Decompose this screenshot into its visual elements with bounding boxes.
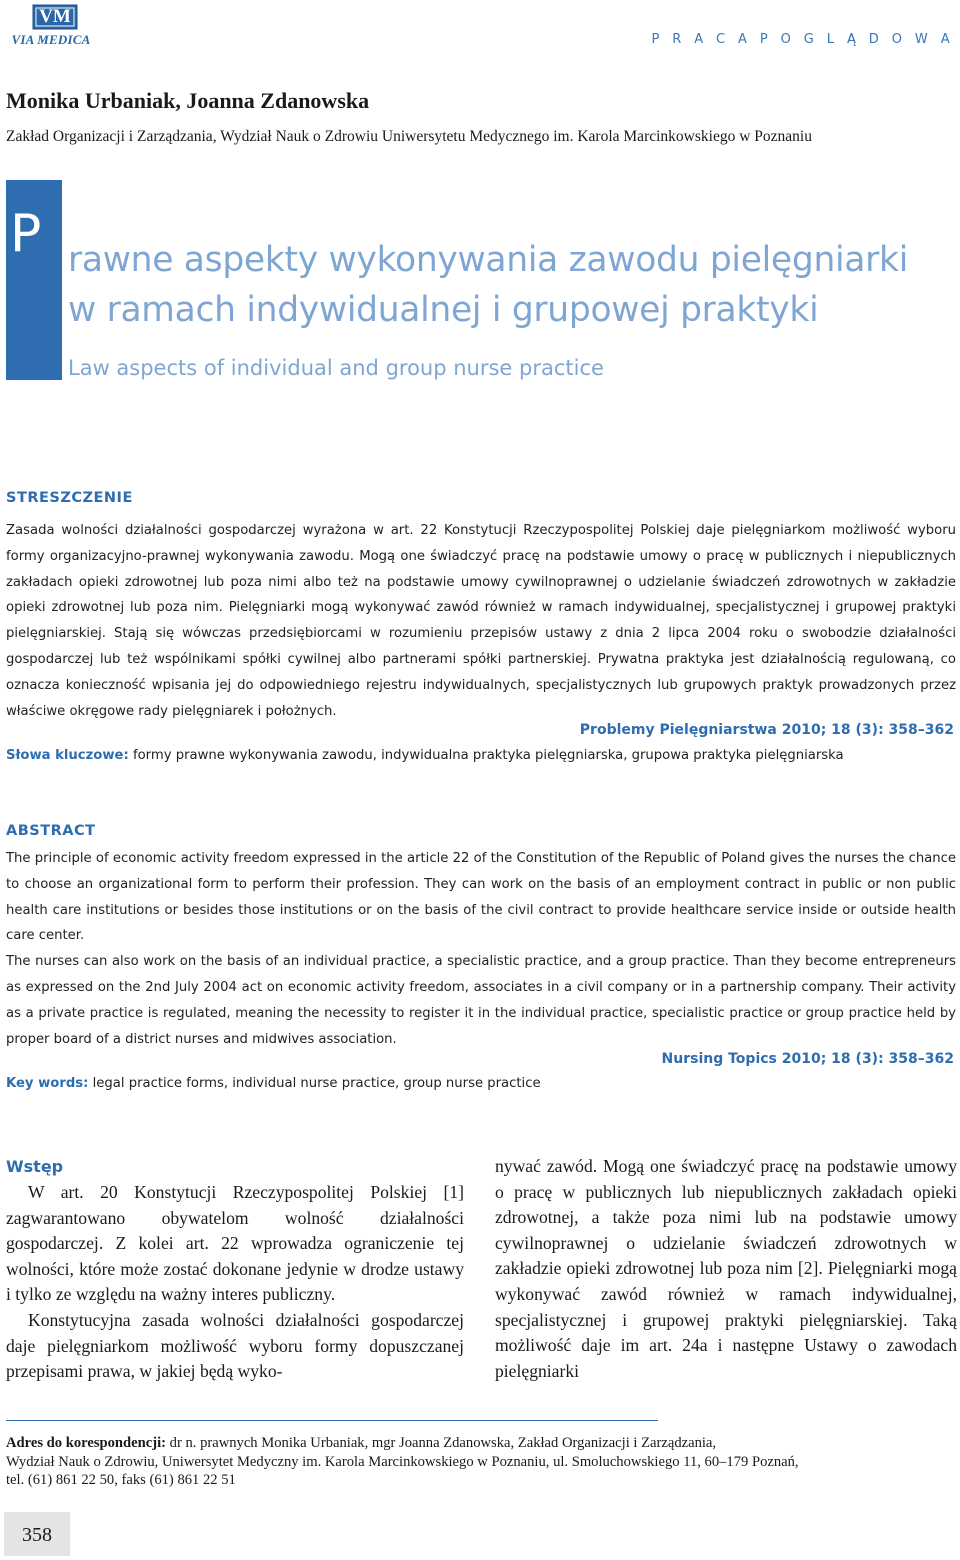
subtitle: Law aspects of individual and group nurse practice [68, 356, 604, 380]
title-line-1: rawne aspekty wykonywania zawodu pielęgniarki [68, 240, 908, 280]
correspondence-address [6, 1434, 946, 1490]
body-paragraph: Konstytucyjna zasada wolności działalności gospodarczej daje pielęgniarkom możliwość wyboru formy dopuszczanej przepisami prawa, w jakiej będą wyko- [6, 1309, 464, 1382]
body-paragraph: W art. 20 Konstytucji Rzeczypospolitej Polskiej [1] zagwarantowano obywatelom wolność działalności gospodarczej. Z kolei art. 22 wprowadza ograniczenie tej wolności, które może zostać dokonane jedynie w drodze ustawy i tylko ze względu na ważny interes publiczny. [6, 1182, 464, 1305]
intro-heading: Wstęp [6, 1157, 64, 1176]
affiliation: Zakład Organizacji i Zarządzania, Wydział Nauk o Zdrowiu Uniwersytetu Medycznego im. Karola Marcinkowskiego w Poznaniu [6, 128, 812, 145]
slowa-kluczowe-label: Słowa kluczowe: [6, 748, 129, 763]
correspondence-line-3: tel. (61) 861 22 50, faks (61) 861 22 51 [6, 1472, 236, 1489]
footer-divider [6, 1420, 658, 1421]
logo-text: VIA MEDICA [11, 32, 91, 47]
title-line-2: w ramach indywidualnej i grupowej praktyki [68, 290, 819, 330]
page-number: 358 [22, 1524, 52, 1546]
section-label: P R A C A P O G L Ą D O W A [651, 32, 954, 47]
logo-mark-letters: VM [39, 6, 71, 27]
body-column-left [6, 1180, 464, 1385]
title-initial: P [10, 204, 42, 264]
correspondence-line-1: dr n. prawnych Monika Urbaniak, mgr Joanna Zdanowska, Zakład Organizacji i Zarządzania, [166, 1435, 717, 1451]
correspondence-label: Adres do korespondencji: [6, 1435, 167, 1451]
abstract-paragraph-1: The principle of economic activity freedom expressed in the article 22 of the Constitution of the Republic of Poland gives the nurses the chance to choose an organizational form to perform their profession. They can work on the basis of an employment contract in public or non public health care institutions or besides those institutions or on the basis of the civil contract to provide healthcare service inside or outside health care center. [6, 851, 956, 944]
body-column-right [495, 1154, 957, 1384]
slowa-kluczowe-text: formy prawne wykonywania zawodu, indywidualna praktyka pielęgniarska, grupowa praktyka pielęgniarska [128, 748, 844, 763]
abstract-heading: ABSTRACT [6, 823, 96, 839]
authors: Monika Urbaniak, Joanna Zdanowska [6, 88, 370, 113]
abstract-citation: Nursing Topics 2010; 18 (3): 358–362 [661, 1051, 954, 1067]
streszczenie-heading: STRESZCZENIE [6, 490, 133, 506]
abstract-body [6, 846, 956, 1052]
abstract-paragraph-2: The nurses can also work on the basis of an individual practice, a specialistic practice, and a group practice. Than they become entrepreneurs as expressed on the 2nd July 2004 act on economic activity freedom, associates in a civil company or in a partnership company. Their activity as a private practice is regulated, meaning the necessity to register it in the individual practice, specialistic practice or group practice held by proper board of a district nurses and midwives association. [6, 954, 956, 1047]
key-words-label: Key words: [6, 1076, 89, 1091]
via-medica-logo [4, 4, 98, 48]
key-words-text: legal practice forms, individual nurse practice, group nurse practice [88, 1076, 541, 1091]
streszczenie-body: Zasada wolności działalności gospodarczej wyrażona w art. 22 Konstytucji Rzeczypospolitej Polskiej daje pielęgniarkom możliwość wyboru formy organizacyjno-prawnej wykonywania zawodu. Mogą one świadczyć pracę na podstawie umowy o pracę w publicznych i niepublicznych zakładach opieki zdrowotnej lub poza nimi albo też na podstawie umowy cywilnoprawnej o udzielanie świadczeń zdrowotnych w zakładzie opieki zdrowotnej lub poza nim. Pielęgniarki mogą wykonywać zawód również w ramach indywidualnej, specjalistycznej i grupowej praktyki pielęgniarskiej. Stają się wówczas przedsiębiorcami w rozumieniu przepisów ustawy z dnia 2 lipca 2004 roku o swobodzie działalności gospodarczej lub też wspólnikami spółki cywilnej albo partnerami spółki partnerskiej. Prywatna praktyka jest działalnością regulowaną, co oznacza konieczność wpisania jej do odpowiedniego rejestru indywidualnych, specjalistycznych lub grupowych praktyk prowadzonych przez właściwe okręgowe rady pielęgniarek i położnych. [6, 523, 956, 719]
slowa-kluczowe [6, 748, 844, 763]
correspondence-line-2: Wydział Nauk o Zdrowiu, Uniwersytet Medyczny im. Karola Marcinkowskiego w Poznaniu, ul. Smoluchowskiego 11, 60–179 Poznań, [6, 1453, 799, 1470]
streszczenie-citation: Problemy Pielęgniarstwa 2010; 18 (3): 358–362 [579, 722, 954, 738]
body-paragraph: nywać zawód. Mogą one świadczyć pracę na podstawie umowy o pracę w publicznych lub niepublicznych zakładach opieki zdrowotnej, a także poza nimi lub na podstawie umowy cywilnoprawnej o udzielanie świadczeń zdrowotnych w zakładzie opieki zdrowotnej lub poza nim [2]. Pielęgniarki mogą wykonywać zawód również w ramach indywidualnej, specjalistycznej i grupowej praktyki pielęgniarskiej. Taką możliwość daje im art. 24a i następne Ustawy o zawodach pielęgniarki [495, 1156, 957, 1381]
key-words [6, 1076, 541, 1091]
